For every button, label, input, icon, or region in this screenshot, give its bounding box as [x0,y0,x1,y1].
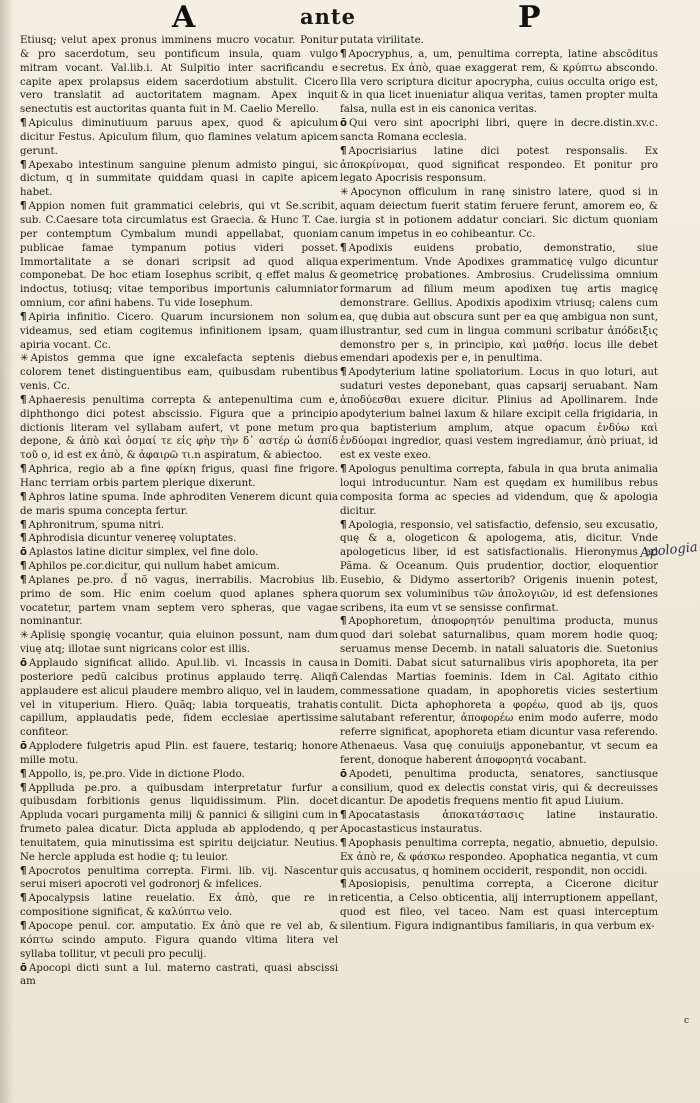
entry-marker: ¶ [340,879,347,891]
entry-marker: ¶ [20,118,27,130]
entry-text: Apiculus diminutiuum paruus apex, quod & apiculum dicitur Festus. Apiculum filum, quo flamines velatum apicem gerunt. [20,118,338,157]
header-right-letter: P [518,0,541,35]
entry-text: Appollo, is, pe.pro. Vide in dictione Plodo. [28,768,245,780]
entry-text: Apexabo intestinum sanguine plenum admisto pingui, sic dictum, q in summitate quiddam quasi in capite apicem habet. [20,159,338,199]
entry-marker: ✳ [20,353,29,365]
entry-marker: ō [20,657,27,669]
dictionary-entry [20,629,338,657]
dictionary-entry [20,117,338,159]
entry-text: Apocopi dicti sunt a Iul. materno castrati, quasi abscissi am [20,962,338,988]
dictionary-entry [20,920,338,962]
entry-marker: ¶ [20,893,27,905]
signature-mark: c [684,1016,690,1026]
entry-marker: ¶ [340,48,347,60]
entry-text: Apiria infinitio. Cicero. Quarum incursionem non solum videamus, sed etiam cogitemus infinitionem ipsam, quam apiria vocant. Cc. [20,311,338,351]
dictionary-entry [340,615,658,767]
dictionary-entry [20,865,338,893]
dictionary-entry [20,892,338,920]
entry-marker: ¶ [20,394,27,406]
entry-marker: ō [20,741,27,753]
dictionary-entry [340,809,658,837]
entry-text: Qui vero sint apocriphi libri, quęre in decre.distin.xv.c. sancta Romana ecclesia. [340,118,658,143]
dictionary-entry [340,837,658,879]
dictionary-entry [340,145,658,187]
dictionary-entry [20,532,338,546]
dictionary-entry [20,34,338,117]
dictionary-entry [340,186,658,241]
entry-marker: ¶ [20,519,27,531]
dictionary-entry [340,768,658,810]
entry-marker: ō [340,118,347,130]
entry-marker: ¶ [340,242,347,254]
entry-marker: ✳ [20,630,29,642]
entry-marker: ¶ [340,810,347,822]
dictionary-entry [20,782,338,865]
entry-text: Apophoretum, ἀποφορητόν penultima producta, munus quod dari solebat saturnalibus, quam morem hodie quoq; seruamus mense Decemb. in natali saluatoris die. Suetonius in Domiti. Dabat sicut saturnalibus viris apophoreta, ita per Calendas Martias foeminis. Idem in Cal. Agitato cithio commessatione quadam, in apophoretis vicies sestertium contulit. Dicta aphophoreta a φορέω, quod ab ijs, quos salutabant referentur, ἀποφορέω enim modo auferre, modo referre significat, apophoreta etiam dicuntur vasa referendo. Athenaeus. Vasa quę conuiuijs apponebantur, vt secum ea ferent, donoque haberent ἀποφορητά vocabant. [340,616,658,766]
entry-text: Applodere fulgetris apud Plin. est fauere, testariq; honore mille motu. [20,741,338,766]
page-header [0,0,700,36]
entry-text: Apistos gemma que igne excalefacta septenis diebus colorem tenet distinguentibus eam, quibusdam rubentibus venis. Cc. [20,353,338,393]
dictionary-entry [20,657,338,740]
entry-marker: ¶ [20,574,27,586]
entry-text: Apophasis penultima correpta, negatio, abnuetio, depulsio. Ex ἀπὸ re, & φάσκω respondeo. Apophatica negantia, vt cum quis accusatus, q hominem occiderit, respondit, non occidi. [340,837,658,877]
entry-text: Aphrica, regio ab a fine φρίκη frigus, quasi fine frigore. Hanc terriam orbis partem plerique dixerunt. [20,464,338,489]
entry-text: Aposiopisis, penultima correpta, a Cicerone dicitur reticentia, a Celso obticentia, alij interruptionem appellant, quod est fileo, vel taceo. Nam est quasi interceptum silentium. Figura indignantibus familiaris, in qua verbum ex- [340,879,658,932]
entry-text: Apocynon officulum in ranę sinistro latere, quod si in aquam deiectum fuerit statim feruere ferunt, amorem eo, & iurgia st in potionem addatur conciari. Sic dictum quoniam canum impetus in eo cohibeantur. Cc. [340,187,658,240]
header-title: ante [300,4,356,29]
entry-text: Aphilos pe.cor.dicitur, qui nullum habet amicum. [28,561,280,573]
entry-text: Aplanes pe.pro. d̃ nõ vagus, inerrabilis. Macrobius lib. primo de som. Hic enim coelum quod aplanes sphera vocatetur, partem vnam septem vero spheras, que vagae nominantur. [20,574,338,628]
entry-marker: ¶ [20,311,27,323]
entry-text: Apocalypsis latine reuelatio. Ex ἀπὸ, que re in compositione significat, & καλύπτω velo. [20,893,338,919]
entry-marker: ¶ [20,561,27,573]
entry-marker: ¶ [340,145,347,157]
entry-text: Applluda pe.pro. a quibusdam interpretatur furfur a quibusdam forbitionis genus liquidissimum. Plin. docet Appluda vocari purgamenta milij & pannici & siligini cum in frumeto palea dicatur. Dicta appluda ab applodendo, q per tenuitatem, quia minutissima est spiritu deijciatur. Neutius. Ne hercle appluda est hodie q; tu leuior. [20,782,338,863]
entry-marker: ¶ [20,768,27,780]
entry-marker: ¶ [340,464,347,476]
entry-text: Aphros latine spuma. Inde aphroditen Venerem dicunt quia de maris spuma concepta fertur. [20,491,338,517]
entry-text: Apocrisiarius latine dici potest responsalis. Ex ἀποκρίνομαι, quod significat respondeo. Et ponitur pro legato Apocrisis responsum. [340,145,658,185]
dictionary-entry [340,34,658,48]
header-left-letter: A [172,0,196,35]
dictionary-entry [340,366,658,463]
entry-marker: ¶ [20,491,27,503]
margin-annotation: Apologia [639,540,699,561]
dictionary-entry [20,574,338,629]
entry-text: Apocrotos penultima correpta. Firmi. lib. vij. Nascentur serui miseri apocroti vel godronorj & infelices. [20,865,338,891]
dictionary-entry [20,463,338,491]
entry-marker: ¶ [20,464,27,476]
dictionary-entry [340,463,658,518]
dictionary-entry [340,519,658,616]
entry-text: Apologia, responsio, vel satisfactio, defensio, seu excusatio, quę & a, ologeticon & apologema, atis, dicitur. Vnde apologeticus liber, id est satisfactionalis. Hieronymus ad Pãma. & Oceanum. Quis prudentior, doctior, eloquentior Eusebio, & Didymo assertorib? Origenis inuenin potest, quorum sex voluminibus τῶν ἀπολογιῶν, id est defensiones scribens, ita eum vt se sensisse confirmat. [340,519,658,614]
dictionary-entry [20,740,338,768]
entry-marker: ¶ [340,837,347,849]
left-column [20,34,338,989]
entry-text: Apologus penultima correpta, fabula in qua bruta animalia loqui introducuntur. Nam est quędam ex humilibus rebus composita forma ac species ad videndum, quę & apologia dicitur. [340,464,658,517]
entry-text: Aplisię spongię vocantur, quia eluinon possunt, nam dum viuę atq; illotae sunt nigricans color est illis. [20,630,338,656]
dictionary-entry [20,962,338,990]
entry-text: Apocatastasis ἀποκατάστασις latine instauratio. Apocastasticus instauratus. [340,810,658,836]
dictionary-entry [20,159,338,201]
dictionary-entry [20,352,338,394]
dictionary-entry [20,768,338,782]
dictionary-entry [20,491,338,519]
dictionary-entry [340,242,658,367]
entry-marker: ¶ [340,367,347,379]
entry-marker: ¶ [20,533,27,545]
entry-text: Apodeti, penultima producta, senatores, sanctiusque consilium, quod ex delectis constat viris, qui & decreuisses dicantur. De apodetis frequens mentio fit apud Liuium. [340,768,658,808]
dictionary-entry [20,200,338,311]
entry-text: Appion nomen fuit grammatici celebris, qui vt Se.scribit, sub. C.Caesare tota circumlatus est Graecia. & Hunc T. Cae. per contemptum Cymbalum mundi appellabat, quoniam publicae famae tympanum potius videri posset. Immortalitate a se donari scripsit ad quod aliqua componebat. De hoc etiam Iosephus scribit, q effet malus & indoctus, totiusq; vitae temporibus importunis calumniator omnium, cor afini habens. Tu vide Iosephum. [20,201,338,310]
entry-marker: ¶ [20,921,27,932]
dictionary-entry [20,519,338,533]
entry-marker: ¶ [20,865,27,877]
entry-text: Aphrodisia dicuntur venereę voluptates. [28,533,237,545]
dictionary-entry [340,117,658,145]
dictionary-entry [340,48,658,117]
entry-text: Apodyterium latine spoliatorium. Locus in quo loturi, aut sudaturi vestes deponebant, quas capsarij seruabant. Nam ἀποδύεσθαι exuere dicitur. Plinius ad Apollinarem. Inde apodyterium balnei laxum & hilare excipit cella frigidaria, in qua baptisterium amplum, atque opacum ἐνδύω καὶ ἐνδύομαι ingredior, quasi vestem ingrediamur, ἀπὸ priuat, id est ex veste exeo. [340,367,658,462]
dictionary-entry [20,546,338,560]
entry-marker: ō [20,962,27,974]
dictionary-entry [340,878,658,933]
entry-text: Etiusq; velut apex pronus imminens mucro vocatur. Ponitur & pro sacerdotum, seu pontificum insula, quam vulgo mitram vocant. Val.lib.i. At Sulpitio inter sacrificandu e capite apex prolapsus eidem sacerdotium abstulit. Cicero vero translatit ad auctoritatem magnam. Apex inquit senectutis est auctoritas quanta fuit in M. Caelio Merello. [20,35,338,116]
right-column [340,34,658,934]
dictionary-entry [20,394,338,463]
entry-marker: ō [340,768,347,780]
entry-marker: ¶ [340,616,347,628]
entry-text: Apodixis euidens probatio, demonstratio, siue experimentum. Vnde Apodixes grammaticę vulgo dicuntur geometricę probationes. Ambrosius. Crudelissima omnium formarum ad filium meum apodixen tuę artis magicę demonstrare. Gellius. Apodixis apodixim vtriusq; calens cum ea, quę dubia aut obscura sunt per ea quę ambigua non sunt, illustrantur, sed cum in lingua communi scribatur ἀπόδειξις demonstro per s, in principio, καὶ μαθήσ. locus ille debet emendari apodexis per e, in penultima. [340,242,658,365]
entry-text: Aplastos latine dicitur simplex, vel fine dolo. [29,547,259,559]
entry-marker: ¶ [20,159,27,171]
dictionary-entry [20,560,338,574]
entry-text: Apocope penul. cor. amputatio. Ex ἀπὸ que re vel ab, & κόπτω scindo amputo. Figura quando vltima litera vel syllaba tollitur, vt peculi pro peculij. [20,921,338,960]
entry-text: Aphaeresis penultima correpta & antepenultima cum e, diphthongo dici potest abscissio. Figura que a principio dictionis literam vel syllabam aufert, vt pone metum pro depone, & ἀπὸ καὶ ὀσμαί τε εἰς φὴν τὴν δ᾽ αστέρ ὠ ἀσπίδ τοῦ ο, id est ex ἀπὸ, & ἀφαιρῶ τι.n aspiratum, & abiectoo. [20,394,338,462]
entry-text: Apocryphus, a, um, penultima correpta, latine abscōditus secretus. Ex ἀπὸ, quae exaggerat rem, & κρύπτω abscondo. Illa vero scriptura dicitur apocrypha, cuius occulta origo est, & in qua licet inueniatur aliqua veritas, tamen propter multa falsa, nulla est in eis canonica veritas. [340,48,658,116]
entry-marker: ¶ [340,519,347,531]
entry-marker: ✳ [340,187,349,199]
entry-marker: ō [20,547,27,559]
entry-text: putata virilitate. [340,35,424,46]
dictionary-entry [20,311,338,353]
entry-marker: ¶ [20,782,27,794]
entry-marker: ¶ [20,201,27,213]
entry-text: Aphronitrum, spuma nitri. [28,519,164,531]
entry-text: Applaudo significat allido. Apul.lib. vi. Incassis in causa posteriore pedũ calcibus protinus applaudo terrę. Aliqñ applaudere est alicui plaudere membro aliquo, vel in laudem, vel in vituperium. Hiero. Quãq; labia torqueatis, trahatis capillum, applaudatis pede, fidem ecclesiae apertissime confiteor. [20,657,338,739]
